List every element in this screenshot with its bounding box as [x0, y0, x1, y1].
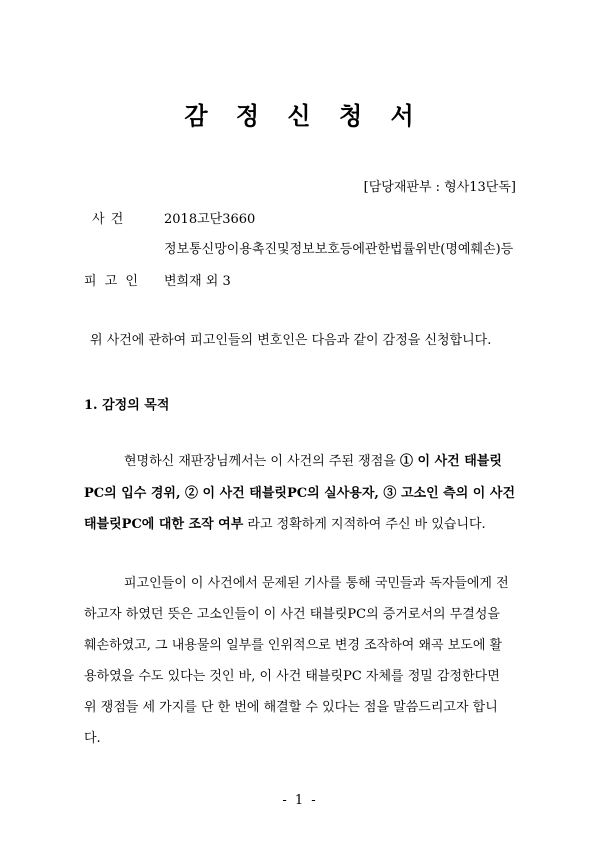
case-name: 정보통신망이용촉진및정보보호등에관한법률위반(명예훼손)등	[164, 242, 514, 257]
case-number: 2018고단3660	[164, 212, 256, 227]
bold-span: ① 이 사건 태블릿	[399, 454, 502, 469]
paragraph-2-line: 위 쟁점들 세 가지를 단 한 번에 해결할 수 있다는 점을 말씀드리고자 합니	[84, 700, 498, 715]
page-number: - 1 -	[282, 793, 318, 808]
paragraph-1-line-1	[84, 450, 516, 469]
paragraph-2-line: 다.	[84, 731, 101, 746]
text-span: 라고 정확하게 지적하여 주신 바 있습니다.	[243, 517, 486, 532]
paragraph-2-line: 용하였을 수도 있다는 것인 바, 이 사건 태블릿PC 자체를 정밀 감정한다면	[84, 669, 500, 684]
assigned-court: [담당재판부 : 형사13단독]	[363, 180, 516, 195]
paragraph-1-line-3	[84, 513, 516, 532]
section-heading: 1. 감정의 목적	[84, 398, 170, 413]
case-label: 사 건	[92, 212, 125, 227]
defendant-value: 변희재 외 3	[164, 274, 231, 289]
paragraph-2-line: 훼손하였고, 그 내용물의 일부를 인위적으로 변경 조작하여 왜곡 보도에 활	[84, 638, 503, 653]
intro-statement: 위 사건에 관하여 피고인들의 변호인은 다음과 같이 감정을 신청합니다.	[90, 333, 492, 348]
text-span: 현명하신 재판장님께서는 이 사건의 주된 쟁점을	[124, 454, 400, 469]
bold-span: PC의 입수 경위, ② 이 사건 태블릿PC의 실사용자, ③ 고소인 측의 이 사건	[84, 486, 515, 501]
paragraph-1-line-2	[84, 482, 516, 501]
paragraph-2-line: 하고자 하였던 뜻은 고소인들이 이 사건 태블릿PC의 증거로서의 무결성을	[84, 607, 500, 622]
paragraph-2-line: 피고인들이 이 사건에서 문제된 기사를 통해 국민들과 독자들에게 전	[124, 576, 509, 591]
bold-span: 태블릿PC에 대한 조작 여부	[84, 517, 244, 532]
document-title: 감 정 신 청 서	[184, 101, 424, 130]
defendant-label: 피 고 인	[84, 274, 140, 289]
